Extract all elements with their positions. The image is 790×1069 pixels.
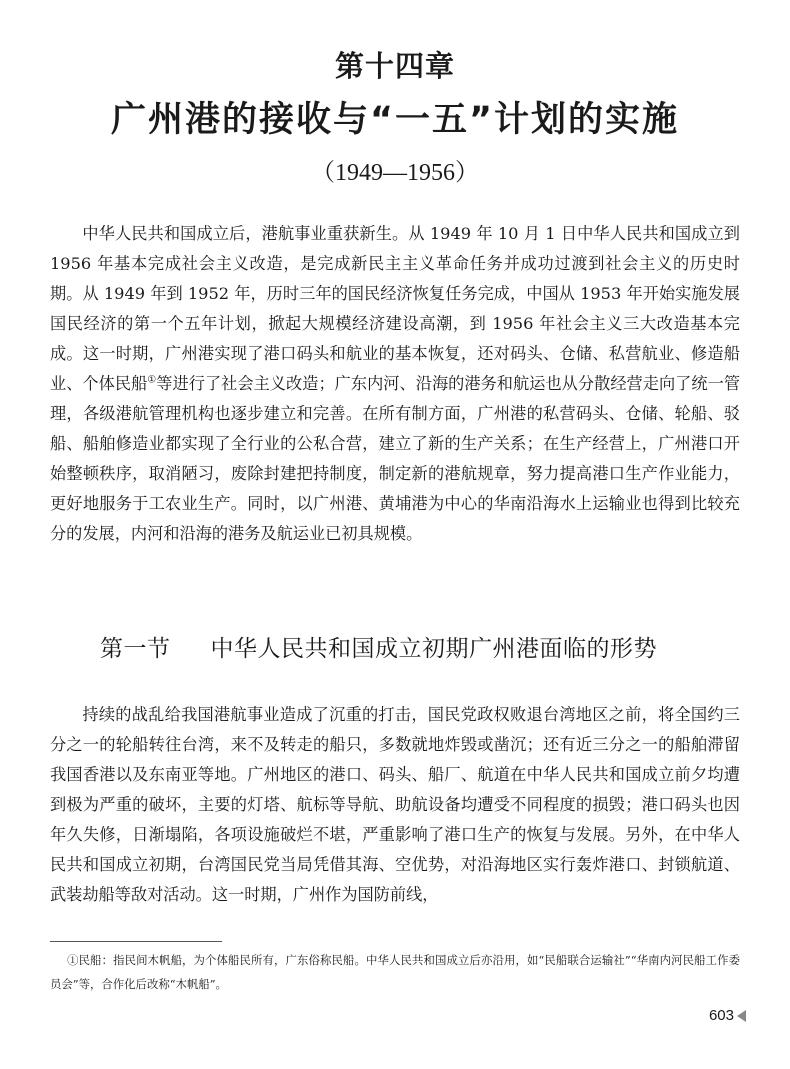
- section-number: 第一节: [100, 636, 171, 662]
- intro-paragraph: [50, 219, 740, 549]
- section-title: 中华人民共和国成立初期广州港面临的形势: [210, 636, 657, 662]
- footnote-divider: [50, 941, 222, 942]
- chapter-title: 广州港的接收与“一五”计划的实施: [110, 100, 679, 140]
- chapter-number: 第十四章: [334, 49, 455, 83]
- intro-text-after-note: 等进行了社会主义改造；广东内河、沿海的港务和航运也从分散经营走向了统一管理，各级港航管理机构也逐步建立和完善。在所有制方面，广州港的私营码头、仓储、轮船、驳船、船舶修造业都实现了全行业的公私合营，建立了新的生产关系；在生产经营上，广州港口开始整顿秩序，取消陋习，废除封建把持制度，制定新的港航规章，努力提高港口生产作业能力，更好地服务于工农业生产。同时，以广州港、黄埔港为中心的华南沿海水上运输业也得到比较充分的发展，内河和沿海的港务及航运业已初具规模。: [50, 374, 741, 543]
- footnote-marker[interactable]: ①: [147, 374, 157, 386]
- footnote: ①民船：指民间木帆船，为个体船民所有，广东俗称民船。中华人民共和国成立后亦沿用，如“民船联合运输社”“华南内河民船工作委员会”等，合作化后改称“木帆船”。: [50, 953, 740, 991]
- page-number: 603: [708, 1007, 734, 1024]
- intro-text-before-note: 中华人民共和国成立后，港航事业重获新生。从 1949 年 10 月 1 日中华人民共和国成立到 1956 年基本完成社会主义改造，是完成新民主主义革命任务并成功过渡到社会主义的历史时期。从 1949 年到 1952 年，历时三年的国民经济恢复任务完成，中国从 1953 年开始实施发展国民经济的第一个五年计划，掀起大规模经济建设高潮，到 1956 年社会主义三大改造基本完成。这一时期，广州港实现了港口码头和航业的基本恢复，还对码头、仓储、私营航业、修造船业、个体民船: [50, 224, 740, 393]
- section-heading: [100, 630, 657, 663]
- chapter-years: （1949—1956）: [311, 160, 479, 186]
- triangle-left-icon: [737, 1010, 746, 1022]
- body-paragraph: 持续的战乱给我国港航事业造成了沉重的打击，国民党政权败退台湾地区之前，将全国约三分之一的轮船转往台湾，来不及转走的船只，多数就地炸毁或凿沉；还有近三分之一的船舶滞留我国香港以及东南亚等地。广州地区的港口、码头、船厂、航道在中华人民共和国成立前夕均遭到极为严重的破坏，主要的灯塔、航标等导航、助航设备均遭受不同程度的损毁；港口码头也因年久失修，日渐塌陷，各项设施破烂不堪，严重影响了港口生产的恢复与发展。另外，在中华人民共和国成立初期，台湾国民党当局凭借其海、空优势，对沿海地区实行轰炸港口、封锁航道、武装劫船等敌对活动。这一时期，广州作为国防前线，: [50, 705, 740, 904]
